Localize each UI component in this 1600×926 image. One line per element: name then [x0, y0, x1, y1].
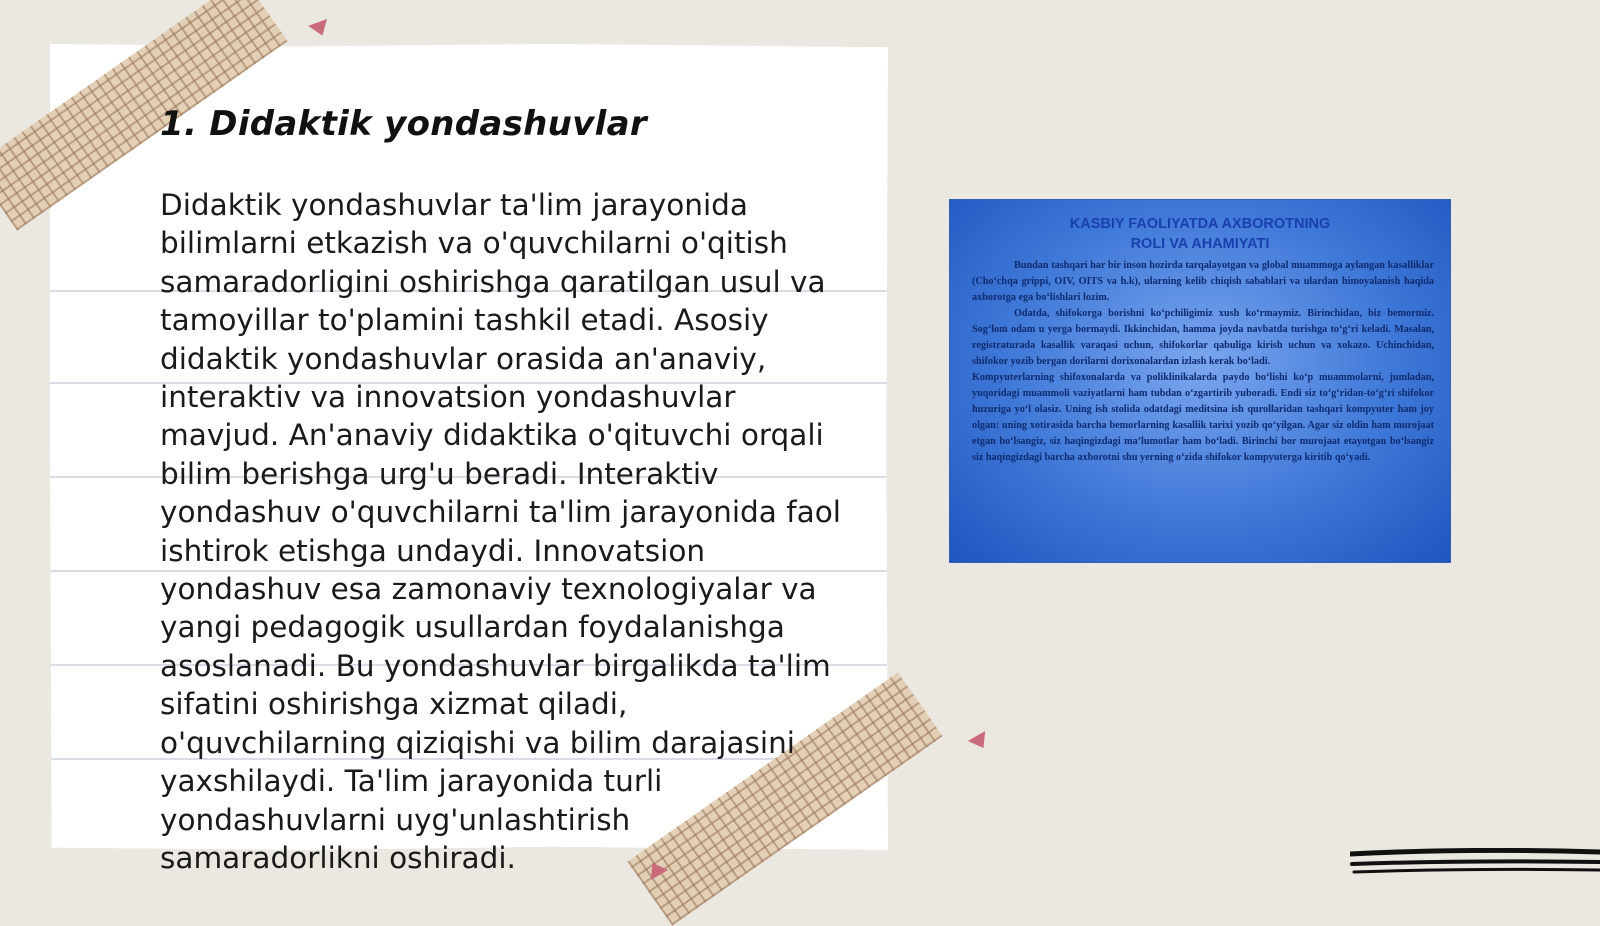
- scan-heading: [950, 214, 1450, 254]
- scan-body: [972, 258, 1434, 466]
- scanned-document-image: [950, 200, 1450, 562]
- scan-heading-line1: KASBIY FAOLIYATDA AXBOROTNING: [1069, 216, 1331, 232]
- scan-heading-line2: ROLI VA AHAMIYATI: [1130, 236, 1270, 252]
- tape-corner-decoration: [968, 731, 992, 753]
- brush-strokes-decoration: [1350, 848, 1600, 888]
- scan-paragraph: Bundan tashqari har bir inson hozirda tarqalayotgan va global muammoga aylangan kasalliklar (Cho‘chqa grippi, OIV, OITS va h.k), ularning kelib chiqish sabablari va ulardan himoyalanish haqida axborotga ega bo‘lishlari lozim.: [972, 260, 1434, 303]
- scan-paragraph: Odatda, shifokorga borishni ko‘pchiligimiz xush ko‘rmaymiz. Birinchidan, biz bemormiz. Sog‘lom odam u yerga bormaydi. Ikkinchidan, hamma joyda navbatda turishga to‘g‘ri keladi. Masalan, registraturada kasallik varaqasi uchun, shifokorlar qabuliga kirish uchun va xokazo. Uchinchidan, shifokor yozib bergan dorilarni dorixonalardan izlash kerak bo‘ladi.: [972, 308, 1434, 367]
- scan-paragraph: Kompyuterlarning shifoxonalarda va poliklinikalarda paydo bo‘lishi ko‘p muammolarni, jumladan, yuqoridagi muammoli vaziyatlarni ham tubdan o‘zgartirib yuboradi. Endi siz to‘g‘ridan-to‘g‘ri shifokor huzuriga yo‘l olasiz. Uning ish stolida odatdagi meditsina ish qurollaridan tashqari kompyuter ham joy olgan: uning xotirasida barcha bemorlarning kasallik tarixi yozib qo‘yilgan. Agar siz oldin ham murojaat etgan bo‘lsangiz, siz haqingizdagi ma’lumotlar ham bo‘ladi. Birinchi bor murojaat etayotgan bo‘lsangiz siz haqingizdagi barcha axborotni shu yerning o‘zida shifokor kompyuterga kiritib qo‘yadi.: [972, 372, 1434, 463]
- tape-corner-decoration: [308, 19, 332, 39]
- body-paragraph: Didaktik yondashuvlar ta'lim jarayonida bilimlarni etkazish va o'quvchilarni o'qitish samaradorligini oshirishga qaratilgan usul va tamoyillar to'plamini tashkil etadi. Asosiy didaktik yondashuvlar orasida an'anaviy, interaktiv va innovatsion yondashuvlar mavjud. An'anaviy didaktika o'qituvchi orqali bilim berishga urg'u beradi. Interaktiv yondashuv o'quvchilarni ta'lim jarayonida faol ishtirok etishga undaydi. Innovatsion yondashuv esa zamonaviy texnologiyalar va yangi pedagogik usullardan foydalanishga asoslanadi. Bu yondashuvlar birgalikda ta'lim sifatini oshirishga xizmat qiladi, o'quvchilarning qiziqishi va bilim darajasini yaxshilaydi. Ta'lim jarayonida turli yondashuvlarni uyg'unlashtirish samaradorlikni oshiradi.: [160, 188, 841, 875]
- slide-title: 1. Didaktik yondashuvlar: [160, 104, 647, 144]
